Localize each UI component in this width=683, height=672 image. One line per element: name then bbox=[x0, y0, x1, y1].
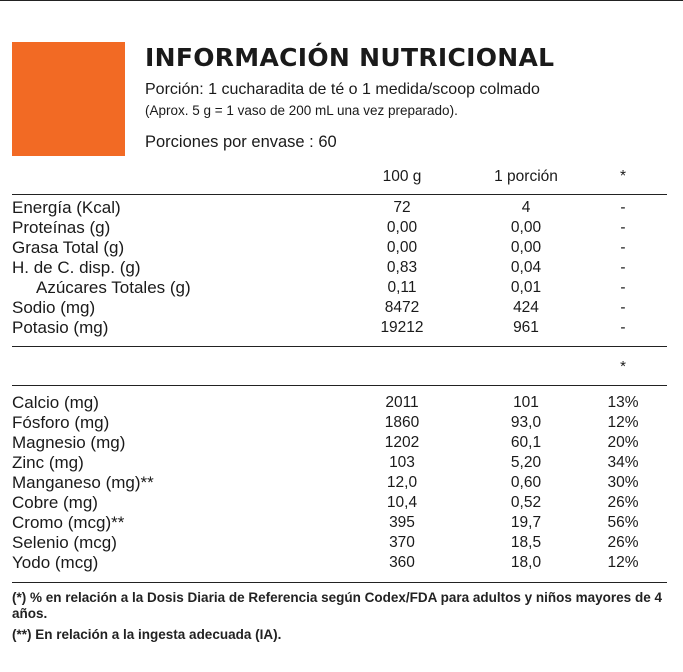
footnote-dv: (*) % en relación a la Dosis Diaria de Referencia según Codex/FDA para adultos y niños mayores de 4 años. bbox=[12, 590, 662, 621]
divider bbox=[12, 194, 667, 195]
value-per-100g: 1860 bbox=[384, 414, 420, 431]
value-per-100g: 370 bbox=[389, 534, 415, 551]
value-per-portion: 5,20 bbox=[510, 454, 542, 471]
value-per-100g: 1202 bbox=[384, 434, 420, 451]
top-border bbox=[0, 0, 683, 1]
value-per-portion: 19,7 bbox=[510, 514, 542, 531]
table-row bbox=[0, 453, 683, 472]
nutrient-name: Fósforo (mg) bbox=[12, 413, 110, 432]
value-per-100g: 0,00 bbox=[386, 219, 418, 236]
table-row bbox=[0, 278, 683, 297]
nutrient-name: Sodio (mg) bbox=[12, 298, 96, 317]
footnote-ia: (**) En relación a la ingesta adecuada (IA). bbox=[12, 627, 282, 642]
value-per-portion: 961 bbox=[513, 319, 539, 336]
table-row bbox=[0, 218, 683, 237]
table-row bbox=[0, 533, 683, 552]
divider bbox=[12, 346, 667, 347]
nutrient-name: Yodo (mcg) bbox=[12, 553, 99, 572]
divider bbox=[12, 385, 667, 386]
nutrient-name: Calcio (mg) bbox=[12, 393, 99, 412]
value-per-100g: 10,4 bbox=[386, 494, 418, 511]
daily-value-percent: 12% bbox=[607, 554, 639, 571]
nutrient-name: Cobre (mg) bbox=[12, 493, 98, 512]
table-row bbox=[0, 413, 683, 432]
daily-value-percent: 30% bbox=[607, 474, 639, 491]
table-row bbox=[0, 493, 683, 512]
table-row bbox=[0, 198, 683, 217]
value-per-portion: 0,52 bbox=[510, 494, 542, 511]
value-per-portion: 60,1 bbox=[510, 434, 542, 451]
value-per-portion: 424 bbox=[513, 299, 539, 316]
daily-value-percent: - bbox=[620, 239, 626, 256]
nutrient-name: Zinc (mg) bbox=[12, 453, 84, 472]
daily-value-percent: 56% bbox=[607, 514, 639, 531]
col-header-100g: 100 g bbox=[382, 168, 422, 185]
value-per-100g: 12,0 bbox=[386, 474, 418, 491]
value-per-portion: 18,5 bbox=[510, 534, 542, 551]
daily-value-percent: - bbox=[620, 219, 626, 236]
daily-value-percent: 34% bbox=[607, 454, 639, 471]
daily-value-percent: 12% bbox=[607, 414, 639, 431]
table-row bbox=[0, 318, 683, 337]
daily-value-percent: - bbox=[620, 279, 626, 296]
nutrient-name: Azúcares Totales (g) bbox=[36, 278, 191, 297]
nutrient-name: Cromo (mcg)** bbox=[12, 513, 125, 532]
value-per-100g: 0,00 bbox=[386, 239, 418, 256]
table-row bbox=[0, 553, 683, 572]
value-per-portion: 4 bbox=[521, 199, 531, 216]
brand-color-swatch bbox=[12, 42, 125, 156]
nutrient-name: Manganeso (mg)** bbox=[12, 473, 154, 492]
nutrient-name: Selenio (mcg) bbox=[12, 533, 117, 552]
portion-text: Porción: 1 cucharadita de té o 1 medida/scoop colmado bbox=[145, 81, 540, 98]
value-per-portion: 0,01 bbox=[510, 279, 542, 296]
table-row bbox=[0, 393, 683, 412]
value-per-portion: 0,00 bbox=[510, 239, 542, 256]
table-row bbox=[0, 433, 683, 452]
daily-value-percent: 26% bbox=[607, 534, 639, 551]
value-per-100g: 8472 bbox=[384, 299, 420, 316]
value-per-100g: 360 bbox=[389, 554, 415, 571]
nutrient-name: Proteínas (g) bbox=[12, 218, 111, 237]
servings-text: Porciones por envase : 60 bbox=[145, 133, 337, 151]
col-header-portion: 1 porción bbox=[494, 168, 558, 185]
value-per-portion: 0,04 bbox=[510, 259, 542, 276]
daily-value-percent: - bbox=[620, 299, 626, 316]
daily-value-percent: 13% bbox=[607, 394, 639, 411]
table-row bbox=[0, 298, 683, 317]
value-per-100g: 395 bbox=[389, 514, 415, 531]
value-per-100g: 0,83 bbox=[386, 259, 418, 276]
value-per-portion: 101 bbox=[513, 394, 539, 411]
nutrient-name: Grasa Total (g) bbox=[12, 238, 125, 257]
col-header-dv: * bbox=[619, 168, 627, 185]
value-per-portion: 93,0 bbox=[510, 414, 542, 431]
daily-value-percent: 26% bbox=[607, 494, 639, 511]
table-row bbox=[0, 238, 683, 257]
value-per-100g: 103 bbox=[389, 454, 415, 471]
nutrient-name: Magnesio (mg) bbox=[12, 433, 126, 452]
value-per-portion: 0,00 bbox=[510, 219, 542, 236]
daily-value-percent: 20% bbox=[607, 434, 639, 451]
table-row bbox=[0, 513, 683, 532]
page-title: INFORMACIÓN NUTRICIONAL bbox=[145, 43, 555, 72]
nutrient-name: Energía (Kcal) bbox=[12, 198, 121, 217]
daily-value-percent: - bbox=[620, 319, 626, 336]
approx-text: (Aprox. 5 g = 1 vaso de 200 mL una vez preparado). bbox=[145, 103, 458, 118]
dv-star-label: * bbox=[620, 358, 626, 375]
value-per-portion: 0,60 bbox=[510, 474, 542, 491]
value-per-100g: 19212 bbox=[380, 319, 424, 336]
table-row bbox=[0, 473, 683, 492]
table-row bbox=[0, 258, 683, 277]
value-per-100g: 2011 bbox=[385, 394, 419, 411]
value-per-100g: 72 bbox=[393, 199, 411, 216]
nutrient-name: Potasio (mg) bbox=[12, 318, 109, 337]
value-per-portion: 18,0 bbox=[510, 554, 542, 571]
daily-value-percent: - bbox=[620, 199, 626, 216]
nutrient-name: H. de C. disp. (g) bbox=[12, 258, 141, 277]
daily-value-percent: - bbox=[620, 259, 626, 276]
divider bbox=[12, 582, 667, 583]
value-per-100g: 0,11 bbox=[387, 279, 417, 296]
